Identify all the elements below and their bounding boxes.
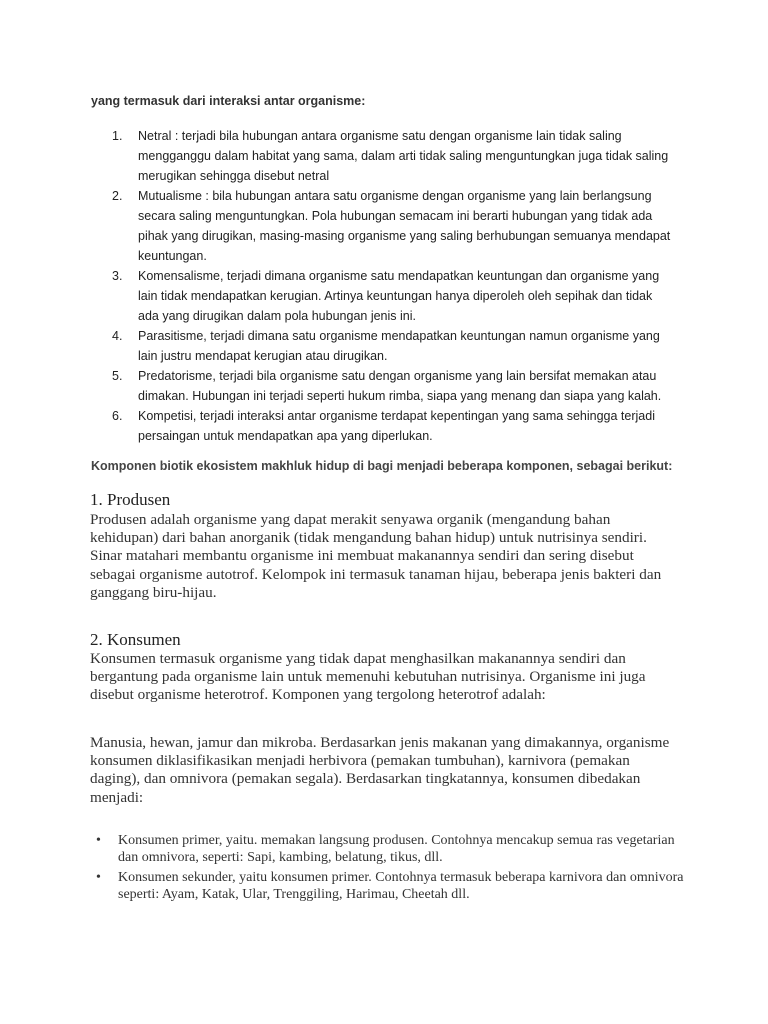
- text-line: disebut organisme heterotrof. Komponen yang tergolong heterotrof adalah:: [90, 686, 546, 704]
- bullet-line: Konsumen primer, yaitu. memakan langsung produsen. Contohnya mencakup semua ras vegetarian: [118, 833, 675, 848]
- bullet-icon: •: [96, 870, 101, 885]
- list-line: Predatorisme, terjadi bila organisme satu dengan organisme yang lain bersifat memakan atau: [138, 369, 657, 383]
- list-line: Komensalisme, terjadi dimana organisme satu mendapatkan keuntungan dan organisme yang: [138, 269, 660, 283]
- list-item: [112, 186, 672, 266]
- list-line: Mutualisme : bila hubungan antara satu organisme dengan organisme yang lain berlangsung: [138, 189, 652, 203]
- text-line: Sinar matahari membantu organisme ini membuat makanannya sendiri dan sering disebut: [90, 547, 634, 565]
- text-line: menjadi:: [90, 788, 144, 806]
- list-line: Netral : terjadi bila hubungan antara organisme satu dengan organisme lain tidak saling: [138, 129, 622, 143]
- bullet-icon: •: [96, 833, 101, 848]
- bullet-line: seperti: Ayam, Katak, Ular, Trenggiling, Harimau, Cheetah dll.: [118, 886, 470, 902]
- bullet-item: [92, 870, 692, 903]
- list-item: [112, 406, 672, 446]
- bullet-line: Konsumen sekunder, yaitu konsumen primer. Contohnya termasuk beberapa karnivora dan omnivora: [118, 870, 684, 885]
- text-line: konsumen diklasifikasikan menjadi herbivora (pemakan tumbuhan), karnivora (pemakan: [90, 752, 630, 770]
- konsumen-paragraph-2: [90, 734, 680, 807]
- list-number: 3.: [112, 269, 123, 283]
- list-number: 1.: [112, 129, 123, 143]
- intro-text: yang termasuk dari interaksi antar organisme:: [91, 94, 366, 108]
- list-line: Kompetisi, terjadi interaksi antar organisme terdapat kepentingan yang sama sehingga terjadi: [138, 409, 655, 423]
- bullet-line: dan omnivora, seperti: Sapi, kambing, belatung, tikus, dll.: [118, 849, 443, 865]
- list-line: ada yang dirugikan dalam pola hubungan jenis ini.: [138, 309, 416, 323]
- produsen-heading: 1. Produsen: [90, 490, 171, 509]
- komponen-heading: Komponen biotik ekosistem makhluk hidup di bagi menjadi beberapa komponen, sebagai berikut:: [91, 459, 673, 473]
- list-line: merugikan sehingga disebut netral: [138, 169, 330, 183]
- text-line: sebagai organisme autotrof. Kelompok ini termasuk tanaman hijau, beberapa jenis bakteri dan: [90, 565, 662, 583]
- text-line: ganggang biru-hijau.: [90, 583, 217, 601]
- list-line: Parasitisme, terjadi dimana satu organisme mendapatkan keuntungan namun organisme yang: [138, 329, 660, 343]
- list-line: lain justru mendapat kerugian atau dirugikan.: [138, 349, 388, 363]
- list-line: lain tidak mendapatkan kerugian. Artinya keuntungan hanya diperoleh oleh sepihak dan tidak: [138, 289, 653, 303]
- list-number: 2.: [112, 189, 123, 203]
- list-item: [112, 366, 672, 406]
- list-item: [112, 266, 672, 326]
- text-line: Manusia, hewan, jamur dan mikroba. Berdasarkan jenis makanan yang dimakannya, organisme: [90, 734, 670, 751]
- list-line: pihak yang dirugikan, masing-masing organisme yang saling berhubungan semuanya mendapat: [138, 229, 671, 243]
- list-number: 4.: [112, 329, 123, 343]
- list-line: secara saling menguntungkan. Pola hubungan semacam ini berarti hubungan yang tidak ada: [138, 209, 653, 223]
- konsumen-heading: 2. Konsumen: [90, 630, 181, 649]
- list-item: [112, 326, 672, 366]
- text-line: daging), dan omnivora (pemakan segala). Berdasarkan tingkatannya, konsumen dibedakan: [90, 770, 641, 788]
- list-number: 6.: [112, 409, 123, 423]
- text-line: Produsen adalah organisme yang dapat merakit senyawa organik (mengandung bahan: [90, 511, 611, 528]
- list-item: [112, 126, 672, 186]
- produsen-paragraph: [90, 511, 680, 602]
- list-line: persaingan untuk mendapatkan apa yang diperlukan.: [138, 429, 433, 443]
- bullet-item: [92, 833, 692, 866]
- interaction-list: [112, 126, 672, 446]
- text-line: Konsumen termasuk organisme yang tidak dapat menghasilkan makanannya sendiri dan: [90, 650, 626, 667]
- text-line: bergantung pada organisme lain untuk memenuhi kebutuhan nutrisinya. Organisme ini juga: [90, 668, 646, 686]
- list-number: 5.: [112, 369, 123, 383]
- list-line: dimakan. Hubungan ini terjadi seperti hukum rimba, siapa yang menang dan siapa yang kalah.: [138, 389, 662, 403]
- list-line: keuntungan.: [138, 249, 207, 263]
- konsumen-bullet-list: [92, 833, 692, 907]
- list-line: mengganggu dalam habitat yang sama, dalam arti tidak saling menguntungkan juga tidak saling: [138, 149, 669, 163]
- text-line: kehidupan) dari bahan anorganik (tidak mengandung bahan hidup) untuk nutrisinya sendiri.: [90, 529, 647, 547]
- konsumen-paragraph: [90, 650, 680, 705]
